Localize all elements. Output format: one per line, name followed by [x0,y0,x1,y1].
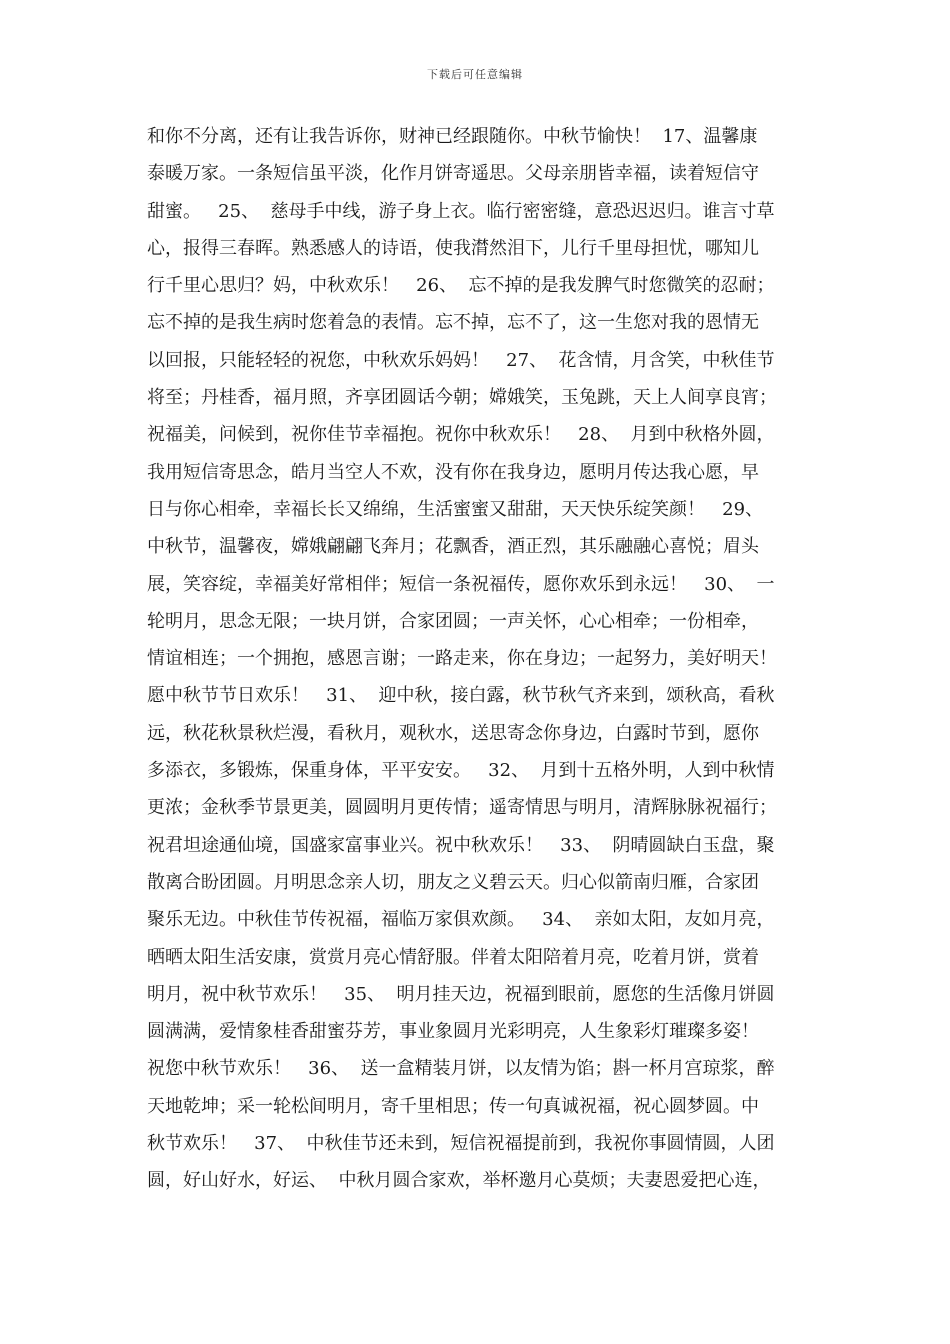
text-line: 泰暖万家。一条短信虽平淡，化作月饼寄遥思。父母亲朋皆幸福，读着短信守 [147,163,759,185]
text-line: 情谊相连；一个拥抱，感恩言谢；一路走来，你在身边；一起努力，美好明天！ [147,648,777,670]
text-line: 行千里心思归？妈，中秋欢乐！ 26、 忘不掉的是我发脾气时您微笑的忍耐； [147,275,775,297]
text-line: 聚乐无边。中秋佳节传祝福，福临万家俱欢颜。 34、 亲如太阳，友如月亮， [147,909,775,931]
text-line: 圆满满，爱情象桂香甜蜜芬芳，事业象圆月光彩明亮，人生象彩灯璀璨多姿！ [147,1021,759,1043]
text-line: 忘不掉的是我生病时您着急的表情。忘不掉，忘不了，这一生您对我的恩情无 [147,312,759,334]
text-line: 轮明月，思念无限；一块月饼，合家团圆；一声关怀，心心相牵；一份相牵， [147,610,759,632]
text-line: 远，秋花秋景秋烂漫，看秋月，观秋水，送思寄念你身边，白露时节到，愿你 [147,722,759,744]
text-line: 以回报，只能轻轻的祝您，中秋欢乐妈妈！ 27、 花含情，月含笑，中秋佳节 [147,349,775,371]
text-line: 将至；丹桂香，福月照，齐享团圆话今朝；嫦娥笑，玉兔跳，天上人间享良宵； [147,387,777,409]
text-line: 圆，好山好水，好运、 中秋月圆合家欢，举杯邀月心莫烦；夫妻恩爱把心连， [147,1170,771,1192]
text-line: 中秋节，温馨夜，嫦娥翩翩飞奔月；花飘香，酒正烈，其乐融融心喜悦；眉头 [147,536,759,558]
text-line: 天地乾坤；采一轮松间明月，寄千里相思；传一句真诚祝福，祝心圆梦圆。中 [147,1095,759,1117]
text-line: 祝您中秋节欢乐！ 36、 送一盒精装月饼，以友情为馅；斟一杯月宫琼浆，醉 [147,1058,775,1080]
text-line: 多添衣，多锻炼，保重身体，平平安安。 32、 月到十五格外明，人到中秋情 [147,760,775,782]
text-line: 我用短信寄思念，皓月当空人不欢，没有你在我身边，愿明月传达我心愿，早 [147,461,759,483]
text-line: 和你不分离，还有让我告诉你，财神已经跟随你。中秋节愉快！ 17、温馨康 [147,126,758,147]
text-line: 散离合盼团圆。月明思念亲人切，朋友之义碧云天。归心似箭南归雁，合家团 [147,871,759,893]
text-line: 秋节欢乐！ 37、 中秋佳节还未到，短信祝福提前到，我祝你事圆情圆，人团 [147,1133,775,1155]
text-line: 日与你心相牵，幸福长长又绵绵，生活蜜蜜又甜甜，天天快乐绽笑颜！ 29、 [147,498,764,520]
text-line: 祝君坦途通仙境，国盛家富事业兴。祝中秋欢乐！ 33、 阴晴圆缺白玉盘，聚 [147,834,775,856]
text-line: 心，报得三春晖。熟悉感人的诗语，使我潸然泪下，儿行千里母担忧，哪知儿 [147,237,759,259]
page-header: 下载后可任意编辑 [427,68,523,81]
text-line: 明月，祝中秋节欢乐！ 35、 明月挂天边，祝福到眼前，愿您的生活像月饼圆 [147,983,775,1005]
text-line: 晒晒太阳生活安康，赏赏月亮心情舒服。伴着太阳陪着月亮，吃着月饼，赏着 [147,946,759,968]
text-line: 愿中秋节节日欢乐！ 31、 迎中秋，接白露，秋节秋气齐来到，颂秋高，看秋 [147,685,775,707]
text-line: 展，笑容绽，幸福美好常相伴；短信一条祝福传，愿你欢乐到永远！ 30、 一 [147,573,775,595]
text-line: 甜蜜。 25、 慈母手中线，游子身上衣。临行密密缝，意恐迟迟归。谁言寸草 [147,200,775,222]
body-text [147,118,827,1200]
text-line: 更浓；金秋季节景更美，圆圆明月更传情；遥寄情思与明月，清辉脉脉祝福行； [147,797,777,819]
text-line: 祝福美，问候到，祝你佳节幸福抱。祝你中秋欢乐！ 28、 月到中秋格外圆， [147,424,775,446]
